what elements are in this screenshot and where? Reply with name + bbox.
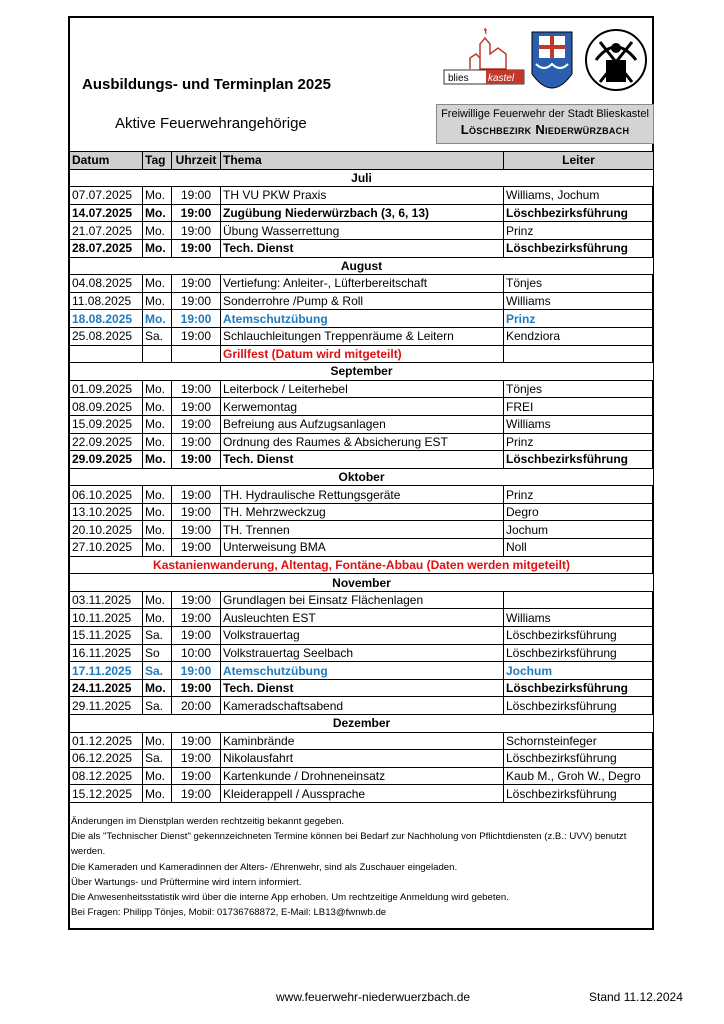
month-row-november: November xyxy=(70,574,654,592)
table-row: 06.10.2025 Mo. 19:00 TH. Hydraulische Rettungsgeräte Prinz xyxy=(70,486,654,504)
table-header-row xyxy=(70,152,654,170)
header-topic: Thema xyxy=(221,152,504,170)
note-item: Die Kameraden und Kameradinnen der Alters- /Ehrenwehr, sind als Zuschauer eingeladen. xyxy=(71,861,458,873)
note-item: Die als "Technischer Dienst" gekennzeichneten Termine können bei Bedarf zur Nachholung von Pflichtdiensten (z.B.: UVV) benutzt werden. xyxy=(71,831,627,858)
notes-section xyxy=(71,814,651,920)
header-time: Uhrzeit xyxy=(172,152,221,170)
note-item: Die Anwesenheitsstatistik wird über die interne App erhoben. Um rechtzeitige Anmeldung wird gebeten. xyxy=(71,892,509,904)
logos-group xyxy=(440,24,650,104)
table-row-event xyxy=(70,345,654,363)
table-row: 21.07.2025 Mo. 19:00 Übung Wasserrettung Prinz xyxy=(70,222,654,240)
month-row-september: September xyxy=(70,363,654,381)
table-row: 25.08.2025 Sa. 19:00 Schlauchleitungen Treppenräume & Leitern Kendziora xyxy=(70,327,654,345)
month-row-juli: Juli xyxy=(70,169,654,187)
table-row-event xyxy=(70,556,654,574)
firefighter-emblem-icon xyxy=(586,30,646,90)
table-row: 13.10.2025 Mo. 19:00 TH. Mehrzweckzug Degro xyxy=(70,503,654,521)
table-row: 28.07.2025 Mo. 19:00 Tech. Dienst Löschbezirksführung xyxy=(70,239,654,257)
table-row: 04.08.2025 Mo. 19:00 Vertiefung: Anleiter-, Lüfterbereitschaft Tönjes xyxy=(70,275,654,293)
event-grillfest: Grillfest (Datum wird mitgeteilt) xyxy=(221,345,504,363)
table-row: 17.11.2025 Sa. 19:00 Atemschutzübung Jochum xyxy=(70,662,654,680)
table-row: 06.12.2025 Sa. 19:00 Nikolausfahrt Löschbezirksführung xyxy=(70,750,654,768)
table-row: 10.11.2025 Mo. 19:00 Ausleuchten EST Williams xyxy=(70,609,654,627)
org-line-2: Löschbezirk Niederwürzbach xyxy=(460,122,630,137)
footer-website: www.feuerwehr-niederwuerzbach.de xyxy=(276,990,471,1004)
table-row: 03.11.2025 Mo. 19:00 Grundlagen bei Einsatz Flächenlagen xyxy=(70,591,654,609)
organization-box xyxy=(436,104,654,144)
table-row: 27.10.2025 Mo. 19:00 Unterweisung BMA Noll xyxy=(70,539,654,557)
table-row: 11.08.2025 Mo. 19:00 Sonderrohre /Pump & Roll Williams xyxy=(70,292,654,310)
note-item: Bei Fragen: Philipp Tönjes, Mobil: 01736768872, E-Mail: LB13@fwnwb.de xyxy=(71,907,387,919)
header-day: Tag xyxy=(143,152,172,170)
table-row: 08.12.2025 Mo. 19:00 Kartenkunde / Drohneneinsatz Kaub M., Groh W., Degro xyxy=(70,767,654,785)
table-row: 18.08.2025 Mo. 19:00 Atemschutzübung Prinz xyxy=(70,310,654,328)
org-line-1: Freiwillige Feuerwehr der Stadt Blieskastel xyxy=(441,108,649,120)
table-row: 24.11.2025 Mo. 19:00 Tech. Dienst Löschbezirksführung xyxy=(70,679,654,697)
note-item: Änderungen im Dienstplan werden rechtzeitig bekannt gegeben. xyxy=(71,816,345,827)
table-row: 07.07.2025 Mo. 19:00 TH VU PKW Praxis Williams, Jochum xyxy=(70,187,654,205)
blieskastel-town-logo xyxy=(444,28,524,84)
table-row: 14.07.2025 Mo. 19:00 Zugübung Niederwürzbach (3, 6, 13) Löschbezirksführung xyxy=(70,204,654,222)
table-row: 29.11.2025 Sa. 20:00 Kameradschaftsabend Löschbezirksführung xyxy=(70,697,654,715)
schedule-table xyxy=(69,151,654,803)
table-row: 22.09.2025 Mo. 19:00 Ordnung des Raumes & Absicherung EST Prinz xyxy=(70,433,654,451)
table-row: 29.09.2025 Mo. 19:00 Tech. Dienst Löschbezirksführung xyxy=(70,451,654,469)
page-title: Ausbildungs- und Terminplan 2025 xyxy=(82,76,331,93)
table-row: 01.09.2025 Mo. 19:00 Leiterbock / Leiterhebel Tönjes xyxy=(70,380,654,398)
table-row: 15.11.2025 Sa. 19:00 Volkstrauertag Löschbezirksführung xyxy=(70,627,654,645)
header-leader: Leiter xyxy=(504,152,654,170)
table-row: 08.09.2025 Mo. 19:00 Kerwemontag FREI xyxy=(70,398,654,416)
event-kastanienwanderung: Kastanienwanderung, Altentag, Fontäne-Abbau (Daten werden mitgeteilt) xyxy=(70,556,654,574)
footer-date: Stand 11.12.2024 xyxy=(589,990,683,1004)
header-date: Datum xyxy=(70,152,143,170)
month-row-dezember: Dezember xyxy=(70,715,654,733)
month-row-oktober: Oktober xyxy=(70,468,654,486)
table-row: 20.10.2025 Mo. 19:00 TH. Trennen Jochum xyxy=(70,521,654,539)
page-subtitle: Aktive Feuerwehrangehörige xyxy=(115,115,307,132)
table-row: 15.12.2025 Mo. 19:00 Kleiderappell / Aussprache Löschbezirksführung xyxy=(70,785,654,803)
svg-text:kastel: kastel xyxy=(488,73,515,84)
table-row: 01.12.2025 Mo. 19:00 Kaminbrände Schornsteinfeger xyxy=(70,732,654,750)
coat-of-arms-icon xyxy=(532,32,572,88)
svg-text:blies: blies xyxy=(448,73,469,84)
note-item: Über Wartungs- und Prüftermine wird intern informiert. xyxy=(71,876,302,888)
month-row-august: August xyxy=(70,257,654,275)
table-row: 15.09.2025 Mo. 19:00 Befreiung aus Aufzugsanlagen Williams xyxy=(70,415,654,433)
table-row: 16.11.2025 So 10:00 Volkstrauertag Seelbach Löschbezirksführung xyxy=(70,644,654,662)
